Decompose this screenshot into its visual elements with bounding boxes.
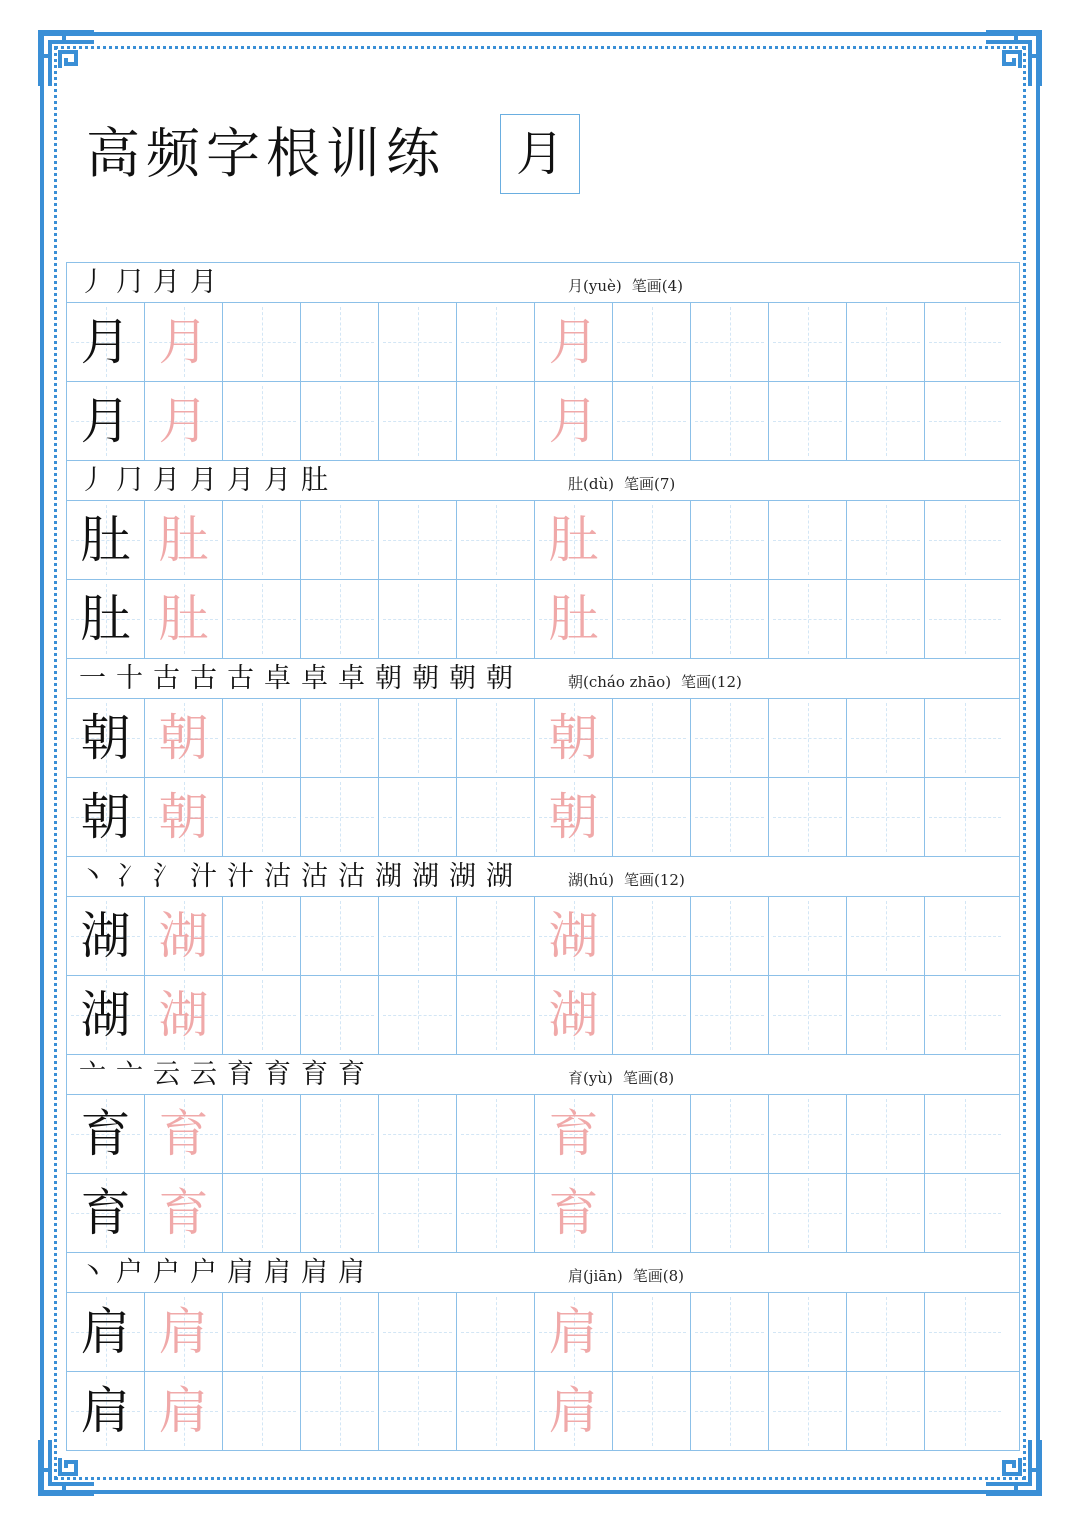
writing-cell[interactable] — [457, 1095, 535, 1173]
character-block — [67, 263, 1019, 461]
writing-cell[interactable] — [145, 1372, 223, 1450]
writing-cell[interactable] — [535, 699, 613, 777]
writing-cell[interactable] — [223, 976, 301, 1054]
writing-cell[interactable] — [691, 501, 769, 579]
trace-character: 肩 — [548, 1303, 599, 1361]
writing-cell[interactable] — [925, 778, 1005, 856]
stroke-step: ⺆ — [116, 465, 143, 496]
writing-cell[interactable] — [691, 382, 769, 460]
writing-cell[interactable] — [301, 778, 379, 856]
writing-cell[interactable] — [67, 897, 145, 975]
practice-row — [67, 501, 1019, 580]
trace-character: 月 — [548, 392, 599, 450]
writing-cell[interactable] — [535, 303, 613, 381]
writing-cell[interactable] — [379, 580, 457, 658]
stroke-step: 朝 — [449, 663, 476, 694]
trace-character: 月 — [158, 392, 209, 450]
writing-cell[interactable] — [67, 580, 145, 658]
writing-cell[interactable] — [301, 1095, 379, 1173]
writing-cell[interactable] — [223, 501, 301, 579]
stroke-step: 户 — [153, 1257, 180, 1288]
model-character: 肚 — [80, 511, 131, 569]
stroke-sequence — [79, 661, 523, 697]
practice-row — [67, 897, 1019, 976]
writing-cell[interactable] — [691, 1174, 769, 1252]
stroke-step: 云 — [153, 1059, 180, 1090]
writing-cell[interactable] — [67, 1293, 145, 1371]
trace-character: 肩 — [158, 1303, 209, 1361]
writing-cell[interactable] — [847, 1372, 925, 1450]
writing-cell[interactable] — [847, 778, 925, 856]
stroke-step: 育 — [301, 1059, 328, 1090]
writing-cell[interactable] — [613, 1293, 691, 1371]
stroke-step: 丿 — [79, 465, 106, 496]
writing-cell[interactable] — [847, 1174, 925, 1252]
stroke-count-label: 笔画(7) — [623, 475, 676, 493]
trace-character: 育 — [158, 1184, 209, 1242]
writing-cell[interactable] — [223, 382, 301, 460]
stroke-step: 冫 — [116, 861, 143, 892]
corner-ornament-icon — [34, 26, 100, 92]
writing-cell[interactable] — [613, 580, 691, 658]
writing-cell[interactable] — [691, 778, 769, 856]
character-block — [67, 1055, 1019, 1253]
writing-cell[interactable] — [301, 897, 379, 975]
writing-cell[interactable] — [769, 976, 847, 1054]
writing-cell[interactable] — [145, 501, 223, 579]
stroke-sequence — [79, 859, 523, 895]
writing-cell[interactable] — [925, 1372, 1005, 1450]
writing-cell[interactable] — [769, 1372, 847, 1450]
writing-cell[interactable] — [847, 501, 925, 579]
writing-cell[interactable] — [457, 699, 535, 777]
stroke-step: 朝 — [412, 663, 439, 694]
stroke-step: 亠 — [79, 1059, 106, 1090]
stroke-step: 肚 — [301, 465, 328, 496]
writing-cell[interactable] — [691, 897, 769, 975]
pinyin-label: 育(yù) — [568, 1069, 613, 1087]
writing-cell[interactable] — [301, 501, 379, 579]
writing-cell[interactable] — [379, 1174, 457, 1252]
stroke-sequence — [79, 265, 227, 301]
writing-cell[interactable] — [457, 1372, 535, 1450]
writing-cell[interactable] — [145, 580, 223, 658]
writing-cell[interactable] — [847, 580, 925, 658]
writing-cell[interactable] — [691, 303, 769, 381]
stroke-count-label: 笔画(4) — [631, 277, 683, 295]
writing-cell[interactable] — [925, 303, 1005, 381]
trace-character: 湖 — [158, 907, 209, 965]
writing-cell[interactable] — [925, 1174, 1005, 1252]
writing-cell[interactable] — [301, 1293, 379, 1371]
trace-character: 肚 — [158, 511, 209, 569]
stroke-sequence — [79, 463, 338, 499]
writing-cell[interactable] — [535, 1174, 613, 1252]
writing-cell[interactable] — [613, 303, 691, 381]
writing-cell[interactable] — [613, 976, 691, 1054]
writing-cell[interactable] — [457, 382, 535, 460]
practice-row — [67, 303, 1019, 382]
stroke-step: 朝 — [486, 663, 513, 694]
writing-cell[interactable] — [145, 303, 223, 381]
writing-cell[interactable] — [925, 1293, 1005, 1371]
character-block — [67, 461, 1019, 659]
writing-cell[interactable] — [535, 382, 613, 460]
writing-cell[interactable] — [223, 580, 301, 658]
stroke-step: 湖 — [486, 861, 513, 892]
writing-cell[interactable] — [535, 501, 613, 579]
writing-cell[interactable] — [67, 501, 145, 579]
writing-cell[interactable] — [457, 778, 535, 856]
writing-cell[interactable] — [67, 699, 145, 777]
trace-character: 肚 — [158, 590, 209, 648]
model-character: 肩 — [80, 1382, 131, 1440]
writing-cell[interactable] — [691, 580, 769, 658]
trace-character: 育 — [548, 1184, 599, 1242]
trace-character: 肩 — [158, 1382, 209, 1440]
stroke-step: 育 — [264, 1059, 291, 1090]
model-character: 育 — [80, 1105, 131, 1163]
stroke-step: 氵 — [153, 861, 180, 892]
pinyin-label: 朝(cháo zhāo) — [568, 673, 672, 691]
stroke-count-label: 笔画(12) — [624, 871, 685, 889]
writing-cell[interactable] — [691, 1293, 769, 1371]
writing-cell[interactable] — [769, 501, 847, 579]
trace-character: 育 — [548, 1105, 599, 1163]
writing-cell[interactable] — [847, 976, 925, 1054]
writing-cell[interactable] — [301, 303, 379, 381]
writing-cell[interactable] — [613, 1095, 691, 1173]
writing-cell[interactable] — [925, 580, 1005, 658]
practice-row — [67, 1372, 1019, 1451]
writing-cell[interactable] — [145, 1293, 223, 1371]
character-block — [67, 1253, 1019, 1451]
writing-cell[interactable] — [613, 778, 691, 856]
practice-row — [67, 976, 1019, 1055]
stroke-step: 户 — [190, 1257, 217, 1288]
model-character: 朝 — [80, 788, 131, 846]
trace-character: 月 — [548, 313, 599, 371]
writing-cell[interactable] — [145, 976, 223, 1054]
trace-character: 朝 — [158, 709, 209, 767]
stroke-step: 丶 — [79, 1257, 106, 1288]
stroke-step: 月 — [153, 465, 180, 496]
character-info — [568, 275, 693, 296]
writing-cell[interactable] — [457, 303, 535, 381]
stroke-step: ⺆ — [116, 267, 143, 298]
writing-cell[interactable] — [67, 303, 145, 381]
pinyin-label: 肩(jiān) — [568, 1267, 623, 1285]
model-character: 朝 — [80, 709, 131, 767]
practice-row — [67, 699, 1019, 778]
stroke-order-row — [67, 461, 1019, 501]
writing-cell[interactable] — [535, 778, 613, 856]
writing-cell[interactable] — [847, 699, 925, 777]
practice-row — [67, 580, 1019, 659]
corner-ornament-icon — [980, 26, 1046, 92]
writing-cell[interactable] — [145, 1174, 223, 1252]
model-character: 肚 — [80, 590, 131, 648]
stroke-step: 古 — [153, 663, 180, 694]
writing-cell[interactable] — [223, 699, 301, 777]
writing-cell[interactable] — [223, 303, 301, 381]
writing-cell[interactable] — [67, 778, 145, 856]
writing-cell[interactable] — [613, 1372, 691, 1450]
character-info — [568, 1067, 684, 1088]
practice-row — [67, 1095, 1019, 1174]
writing-cell[interactable] — [301, 580, 379, 658]
stroke-step: 古 — [227, 663, 254, 694]
model-character: 湖 — [80, 986, 131, 1044]
writing-cell[interactable] — [145, 382, 223, 460]
stroke-order-row — [67, 1055, 1019, 1095]
stroke-step: 云 — [190, 1059, 217, 1090]
trace-character: 朝 — [548, 788, 599, 846]
writing-cell[interactable] — [223, 1372, 301, 1450]
trace-character: 湖 — [548, 907, 599, 965]
writing-cell[interactable] — [535, 1372, 613, 1450]
model-character: 湖 — [80, 907, 131, 965]
writing-cell[interactable] — [769, 778, 847, 856]
stroke-step: 沽 — [264, 861, 291, 892]
stroke-step: 肩 — [227, 1257, 254, 1288]
stroke-step: 沽 — [301, 861, 328, 892]
writing-cell[interactable] — [925, 501, 1005, 579]
writing-cell[interactable] — [457, 976, 535, 1054]
writing-cell[interactable] — [145, 1095, 223, 1173]
writing-cell[interactable] — [145, 897, 223, 975]
writing-cell[interactable] — [379, 1293, 457, 1371]
trace-character: 湖 — [548, 986, 599, 1044]
trace-character: 育 — [158, 1105, 209, 1163]
stroke-step: 朝 — [375, 663, 402, 694]
writing-cell[interactable] — [67, 1174, 145, 1252]
character-block — [67, 659, 1019, 857]
writing-cell[interactable] — [613, 699, 691, 777]
writing-cell[interactable] — [769, 897, 847, 975]
character-info — [568, 473, 685, 494]
writing-cell[interactable] — [301, 1174, 379, 1252]
writing-cell[interactable] — [379, 699, 457, 777]
writing-cell[interactable] — [769, 303, 847, 381]
pinyin-label: 肚(dù) — [568, 475, 614, 493]
writing-cell[interactable] — [457, 1293, 535, 1371]
stroke-step: 肩 — [301, 1257, 328, 1288]
writing-cell[interactable] — [379, 1095, 457, 1173]
writing-cell[interactable] — [223, 897, 301, 975]
writing-cell[interactable] — [145, 699, 223, 777]
stroke-step: 月 — [264, 465, 291, 496]
stroke-step: 丿 — [79, 267, 106, 298]
character-block — [67, 857, 1019, 1055]
writing-cell[interactable] — [379, 501, 457, 579]
writing-cell[interactable] — [535, 976, 613, 1054]
stroke-step: 卓 — [264, 663, 291, 694]
writing-cell[interactable] — [847, 303, 925, 381]
writing-cell[interactable] — [379, 897, 457, 975]
stroke-count-label: 笔画(8) — [632, 1267, 685, 1285]
trace-character: 肩 — [548, 1382, 599, 1440]
writing-cell[interactable] — [223, 778, 301, 856]
writing-cell[interactable] — [379, 976, 457, 1054]
writing-cell[interactable] — [613, 382, 691, 460]
writing-cell[interactable] — [691, 1372, 769, 1450]
stroke-step: 湖 — [412, 861, 439, 892]
stroke-count-label: 笔画(12) — [681, 673, 742, 691]
writing-cell[interactable] — [769, 1174, 847, 1252]
model-character: 肩 — [80, 1303, 131, 1361]
writing-cell[interactable] — [613, 501, 691, 579]
writing-cell[interactable] — [925, 382, 1005, 460]
writing-cell[interactable] — [535, 1095, 613, 1173]
writing-cell[interactable] — [769, 699, 847, 777]
writing-cell[interactable] — [925, 976, 1005, 1054]
writing-cell[interactable] — [67, 1095, 145, 1173]
stroke-step: 汁 — [227, 861, 254, 892]
stroke-step: 古 — [190, 663, 217, 694]
writing-cell[interactable] — [145, 778, 223, 856]
practice-row — [67, 382, 1019, 461]
writing-cell[interactable] — [535, 1293, 613, 1371]
writing-cell[interactable] — [769, 580, 847, 658]
writing-cell[interactable] — [769, 1095, 847, 1173]
stroke-count-label: 笔画(8) — [622, 1069, 675, 1087]
pinyin-label: 湖(hú) — [568, 871, 615, 889]
writing-cell[interactable] — [847, 1293, 925, 1371]
stroke-step: 月 — [190, 267, 217, 298]
stroke-step: 月 — [227, 465, 254, 496]
page-title: 高频字根训练 — [86, 122, 446, 185]
writing-cell[interactable] — [301, 699, 379, 777]
writing-cell[interactable] — [847, 382, 925, 460]
writing-cell[interactable] — [379, 1372, 457, 1450]
writing-cell[interactable] — [379, 778, 457, 856]
root-character-box: 月 — [500, 114, 580, 194]
trace-character: 湖 — [158, 986, 209, 1044]
stroke-order-row — [67, 857, 1019, 897]
stroke-step: 肩 — [264, 1257, 291, 1288]
stroke-step: 卓 — [338, 663, 365, 694]
writing-cell[interactable] — [223, 1095, 301, 1173]
writing-cell[interactable] — [457, 897, 535, 975]
trace-character: 月 — [158, 313, 209, 371]
writing-cell[interactable] — [301, 382, 379, 460]
stroke-step: 育 — [338, 1059, 365, 1090]
writing-cell[interactable] — [925, 699, 1005, 777]
stroke-step: 十 — [116, 663, 143, 694]
writing-cell[interactable] — [691, 976, 769, 1054]
writing-cell[interactable] — [691, 1095, 769, 1173]
stroke-step: 湖 — [449, 861, 476, 892]
practice-grid — [66, 262, 1020, 1451]
writing-cell[interactable] — [535, 580, 613, 658]
writing-cell[interactable] — [925, 1095, 1005, 1173]
writing-cell[interactable] — [613, 1174, 691, 1252]
writing-cell[interactable] — [613, 897, 691, 975]
writing-cell[interactable] — [301, 1372, 379, 1450]
stroke-order-row — [67, 263, 1019, 303]
stroke-step: 月 — [153, 267, 180, 298]
stroke-step: 一 — [79, 663, 106, 694]
writing-cell[interactable] — [847, 897, 925, 975]
writing-cell[interactable] — [847, 1095, 925, 1173]
stroke-step: 汁 — [190, 861, 217, 892]
trace-character: 朝 — [548, 709, 599, 767]
stroke-step: 卓 — [301, 663, 328, 694]
writing-cell[interactable] — [223, 1174, 301, 1252]
practice-row — [67, 1174, 1019, 1253]
writing-cell[interactable] — [223, 1293, 301, 1371]
writing-cell[interactable] — [457, 501, 535, 579]
stroke-step: 育 — [227, 1059, 254, 1090]
stroke-step: 肩 — [338, 1257, 365, 1288]
writing-cell[interactable] — [769, 1293, 847, 1371]
model-character: 月 — [80, 313, 131, 371]
writing-cell[interactable] — [925, 897, 1005, 975]
stroke-step: 湖 — [375, 861, 402, 892]
trace-character: 肚 — [548, 590, 599, 648]
stroke-step: 亠 — [116, 1059, 143, 1090]
writing-cell[interactable] — [67, 382, 145, 460]
character-info — [568, 1265, 694, 1286]
writing-cell[interactable] — [691, 699, 769, 777]
trace-character: 朝 — [158, 788, 209, 846]
character-info — [568, 869, 695, 890]
practice-row — [67, 778, 1019, 857]
writing-cell[interactable] — [301, 976, 379, 1054]
model-character: 育 — [80, 1184, 131, 1242]
stroke-order-row — [67, 1253, 1019, 1293]
writing-cell[interactable] — [67, 976, 145, 1054]
model-character: 月 — [80, 392, 131, 450]
writing-cell[interactable] — [535, 897, 613, 975]
stroke-step: 丶 — [79, 861, 106, 892]
stroke-step: ⼾ — [116, 1257, 143, 1288]
stroke-sequence — [79, 1057, 375, 1093]
writing-cell[interactable] — [67, 1372, 145, 1450]
writing-cell[interactable] — [769, 382, 847, 460]
stroke-step: 月 — [190, 465, 217, 496]
character-info — [568, 671, 752, 692]
trace-character: 肚 — [548, 511, 599, 569]
writing-cell[interactable] — [379, 382, 457, 460]
stroke-sequence — [79, 1255, 375, 1291]
practice-row — [67, 1293, 1019, 1372]
writing-cell[interactable] — [457, 1174, 535, 1252]
writing-cell[interactable] — [457, 580, 535, 658]
stroke-order-row — [67, 659, 1019, 699]
stroke-step: 沽 — [338, 861, 365, 892]
writing-cell[interactable] — [379, 303, 457, 381]
pinyin-label: 月(yuè) — [568, 277, 622, 295]
